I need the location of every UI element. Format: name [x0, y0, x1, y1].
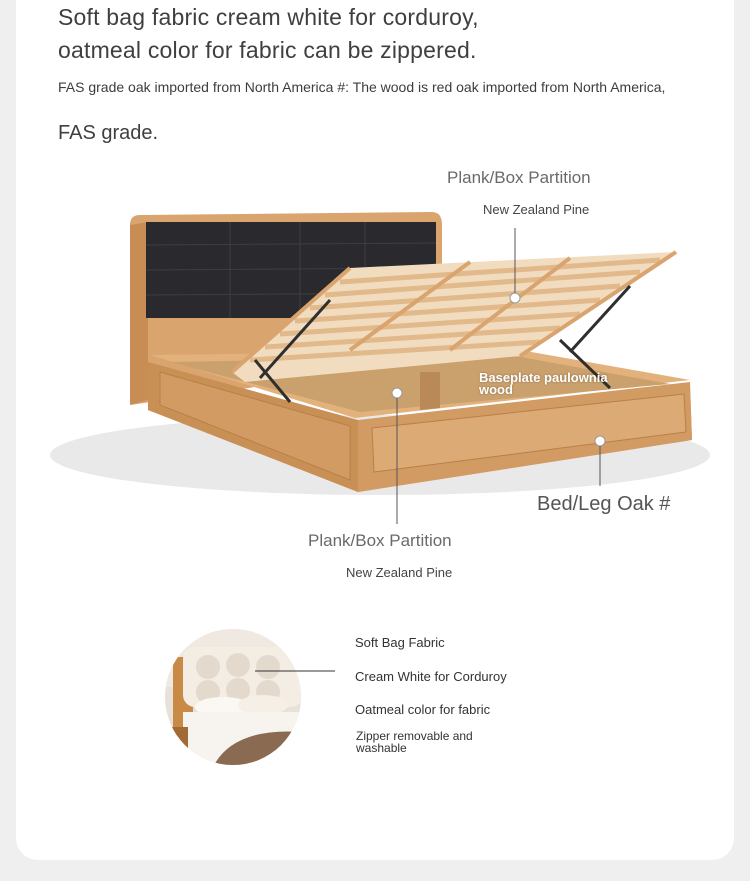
intro-line-2: oatmeal color for fabric can be zippered.	[58, 37, 477, 63]
fabric-photo	[163, 627, 303, 767]
bottom-partition-title: Plank/Box Partition	[308, 531, 452, 550]
fabric-line-1: Soft Bag Fabric	[355, 635, 445, 650]
marker-bottom-partition	[392, 388, 402, 398]
fas-grade: FAS grade.	[58, 122, 159, 144]
fabric-line-3: Oatmeal color for fabric	[355, 702, 491, 717]
bed-leg-label: Bed/Leg Oak #	[537, 493, 671, 515]
top-partition-sub: New Zealand Pine	[483, 202, 590, 217]
intro-line-1: Soft bag fabric cream white for corduroy,	[58, 4, 479, 30]
marker-top-partition	[510, 293, 520, 303]
baseplate-label: Baseplate paulownia wood	[479, 370, 608, 397]
marker-leg	[595, 436, 605, 446]
headboard-post-left	[130, 222, 148, 405]
fabric-line-2: Cream White for Corduroy	[355, 669, 507, 684]
fabric-leader	[255, 669, 335, 673]
top-partition-title: Plank/Box Partition	[447, 168, 591, 187]
fabric-line-4: Zipper removable and washable	[356, 729, 473, 755]
box-partition	[420, 372, 440, 410]
oak-note: FAS grade oak imported from North America #: The wood is red oak imported from North America,	[58, 79, 666, 95]
bottom-partition-sub: New Zealand Pine	[346, 565, 453, 580]
